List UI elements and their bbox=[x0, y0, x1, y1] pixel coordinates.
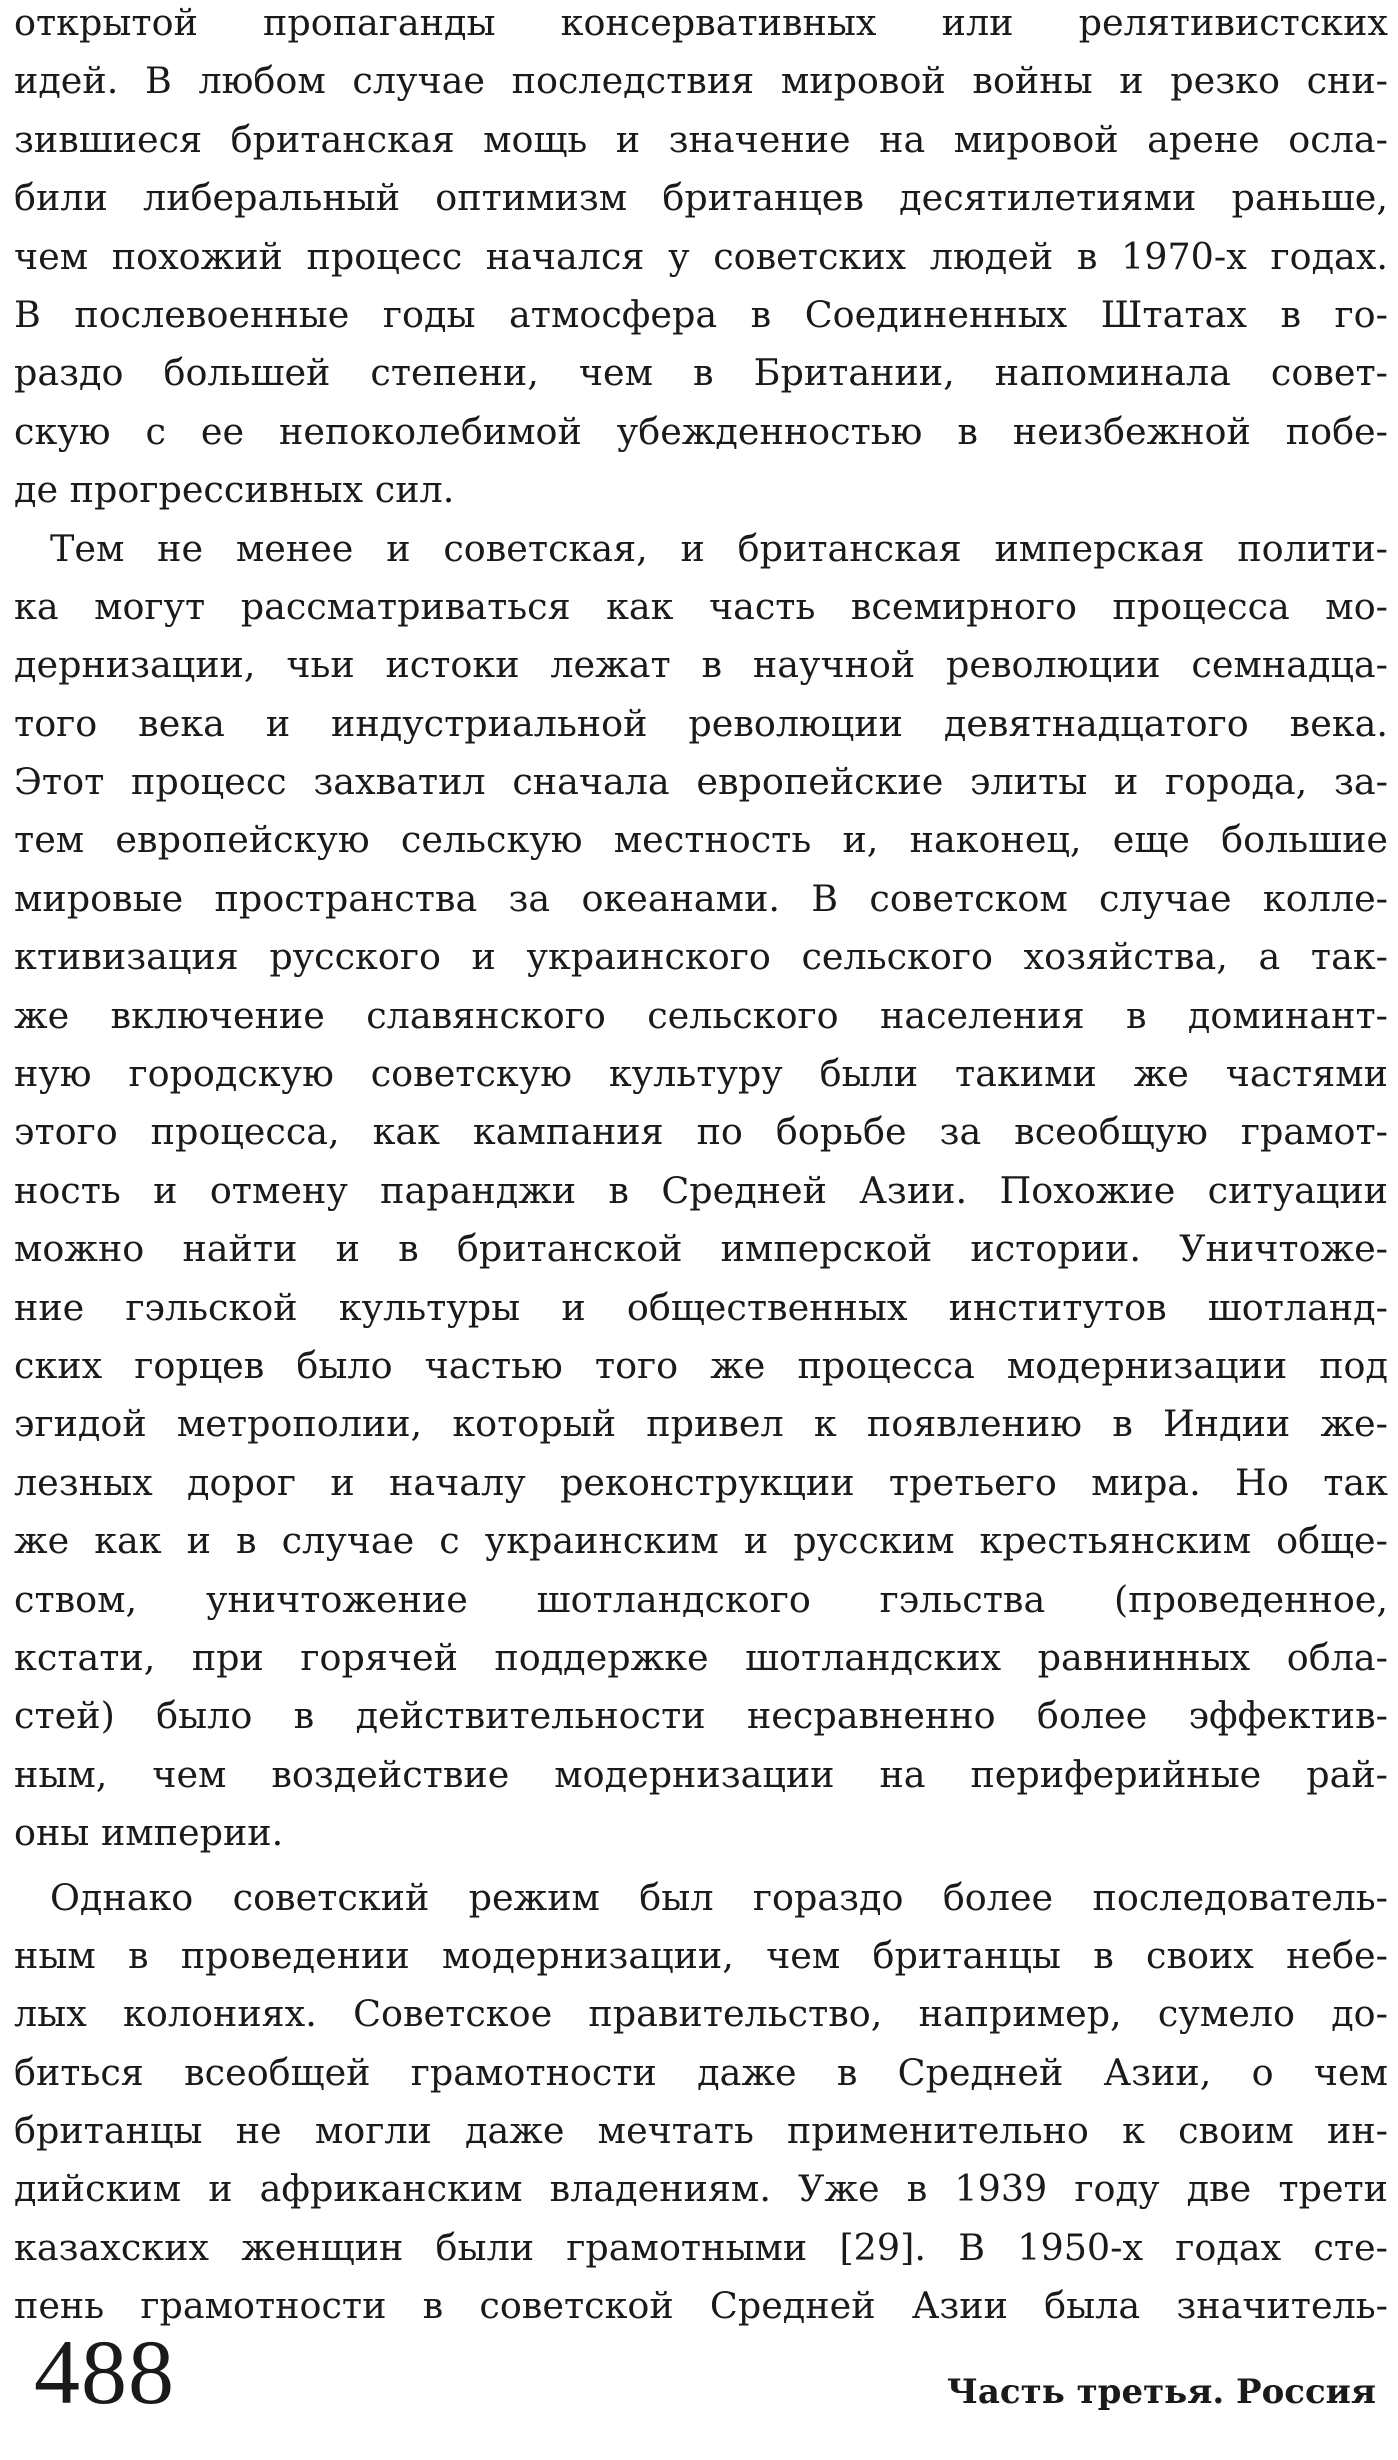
text-line: открытой пропаганды консервативных или релятивистских bbox=[14, 1, 1388, 44]
text-line: идей. В любом случае последствия мировой войны и резко сни- bbox=[14, 59, 1388, 103]
text-line: ность и отмену паранджи в Средней Азии. Похожие ситуации bbox=[14, 1168, 1388, 1212]
running-head: Часть третья. Россия bbox=[946, 2372, 1376, 2412]
text-line: этого процесса, как кампания по борьбе за всеобщую грамот- bbox=[14, 1110, 1388, 1154]
text-line: тем европейскую сельскую местность и, наконец, еще большие bbox=[14, 818, 1388, 862]
text-line: ктивизация русского и украинского сельского хозяйства, а так- bbox=[14, 935, 1388, 979]
text-line: казахских женщин были грамотными [29]. В 1950-х годах сте- bbox=[14, 2225, 1388, 2269]
text-line: кстати, при горячей поддержке шотландских равнинных обла- bbox=[14, 1635, 1388, 1679]
text-line: эгидой метрополии, который привел к появлению в Индии же- bbox=[14, 1402, 1388, 1446]
text-line: оны империи. bbox=[14, 1811, 284, 1855]
text-line: Однако советский режим был гораздо более последователь- bbox=[50, 1875, 1388, 1919]
text-line: де прогрессивных сил. bbox=[14, 468, 455, 512]
text-line: дийским и африканским владениям. Уже в 1939 году две трети bbox=[14, 2167, 1388, 2211]
text-line: стей) было в действительности несравненно более эффектив- bbox=[14, 1694, 1388, 1738]
text-line: же как и в случае с украинским и русским крестьянским обще- bbox=[14, 1519, 1388, 1563]
page-number: 488 bbox=[34, 2321, 175, 2423]
text-line: дернизации, чьи истоки лежат в научной революции семнадца- bbox=[14, 643, 1388, 687]
text-line: лых колониях. Советское правительство, например, сумело до- bbox=[14, 1992, 1388, 2036]
text-line: пень грамотности в советской Средней Азии была значитель- bbox=[14, 2284, 1388, 2328]
text-line: ством, уничтожение шотландского гэльства (проведенное, bbox=[14, 1577, 1388, 1621]
text-line: Тем не менее и советская, и британская имперская полити- bbox=[50, 526, 1388, 570]
text-line: ние гэльской культуры и общественных институтов шотланд- bbox=[14, 1285, 1388, 1329]
text-line: били либеральный оптимизм британцев десятилетиями раньше, bbox=[14, 176, 1388, 220]
text-line: же включение славянского сельского населения в доминант- bbox=[14, 993, 1388, 1037]
text-line: Этот процесс захватил сначала европейские элиты и города, за- bbox=[14, 760, 1388, 804]
text-line: зившиеся британская мощь и значение на мировой арене осла- bbox=[14, 117, 1388, 161]
text-line: того века и индустриальной революции девятнадцатого века. bbox=[14, 701, 1388, 745]
text-line: ка могут рассматриваться как часть всемирного процесса мо- bbox=[14, 584, 1388, 628]
paragraph bbox=[14, 1869, 1388, 2336]
text-line: мировые пространства за океанами. В советском случае колле- bbox=[14, 876, 1388, 920]
text-line: британцы не могли даже мечтать применительно к своим ин- bbox=[14, 2109, 1388, 2153]
text-line: биться всеобщей грамотности даже в Средней Азии, о чем bbox=[14, 2050, 1388, 2094]
text-line: В послевоенные годы атмосфера в Соединенных Штатах в го- bbox=[14, 292, 1388, 336]
text-line: можно найти и в британской имперской истории. Уничтоже- bbox=[14, 1227, 1388, 1271]
paragraph bbox=[14, 0, 1388, 520]
text-line: лезных дорог и началу реконструкции третьего мира. Но так bbox=[14, 1460, 1388, 1504]
paragraph bbox=[14, 520, 1388, 1863]
text-line: ным в проведении модернизации, чем британцы в своих небе- bbox=[14, 1933, 1388, 1977]
text-line: ских горцев было частью того же процесса модернизации под bbox=[14, 1343, 1388, 1387]
text-line: ную городскую советскую культуру были такими же частями bbox=[14, 1052, 1388, 1096]
text-line: скую с ее непоколебимой убежденностью в неизбежной побе- bbox=[14, 409, 1388, 453]
body-text bbox=[14, 0, 1388, 2336]
text-line: раздо большей степени, чем в Британии, напоминала совет- bbox=[14, 351, 1388, 395]
text-line: ным, чем воздействие модернизации на периферийные рай- bbox=[14, 1752, 1388, 1796]
text-line: чем похожий процесс начался у советских людей в 1970-х годах. bbox=[14, 234, 1388, 278]
